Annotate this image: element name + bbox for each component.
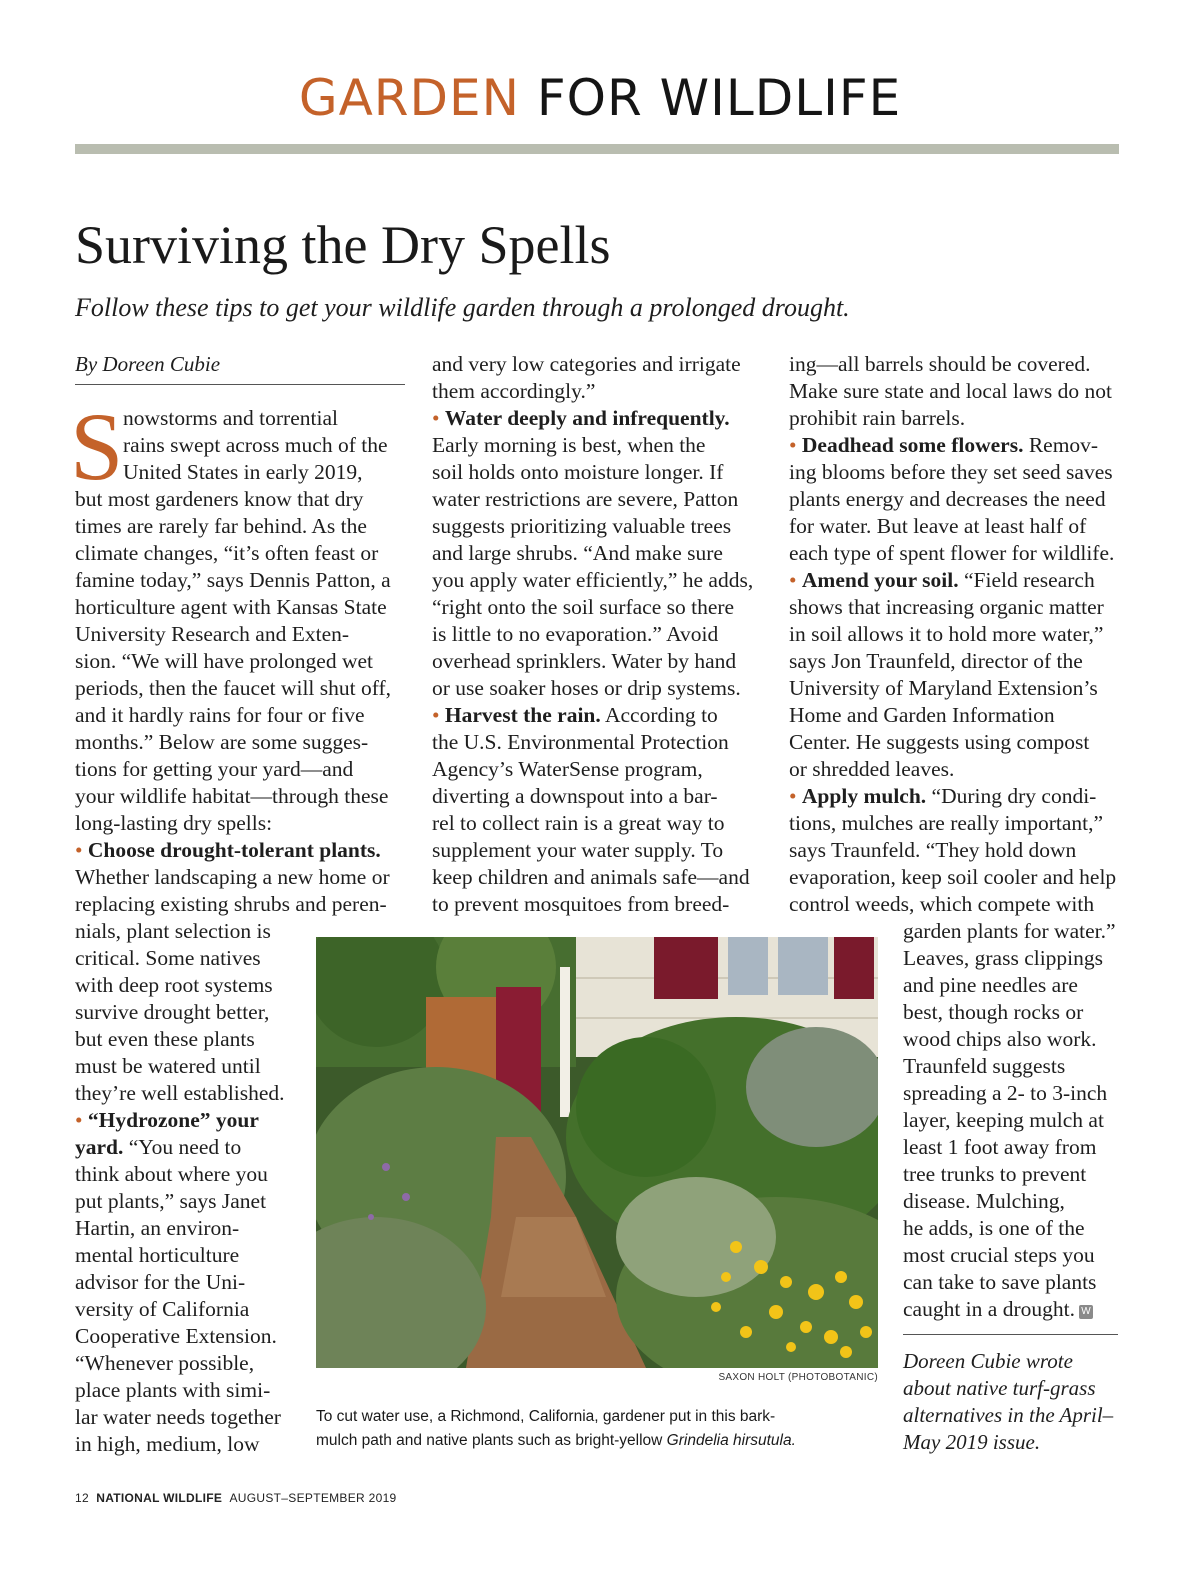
garden-photo (316, 937, 878, 1368)
photo-caption (316, 1405, 886, 1453)
text-line: them accordingly.” (432, 379, 596, 403)
bullet-icon: • (75, 1108, 83, 1132)
text-line: your wildlife habitat—through these (75, 784, 389, 808)
text-fragment: “You need to (128, 1135, 242, 1159)
text-line: least 1 foot away from (903, 1135, 1097, 1159)
column-1-dropcap-lines (123, 405, 388, 486)
text-line: mental horticulture (75, 1243, 240, 1267)
text-line: best, though rocks or (903, 1000, 1084, 1024)
text-fragment: Remov- (1028, 433, 1099, 457)
text-line: soil holds onto moisture longer. If (432, 460, 724, 484)
bullet-icon: • (75, 838, 83, 862)
text-line: climate changes, “it’s often feast or (75, 541, 379, 565)
end-mark-icon: W (1079, 1305, 1093, 1319)
author-bio (903, 1348, 1113, 1456)
text-line: and pine needles are (903, 973, 1078, 997)
tip-heading: “Hydrozone” your (87, 1108, 259, 1132)
text-line: tree trunks to prevent (903, 1162, 1087, 1186)
text-line: they’re well established. (75, 1081, 285, 1105)
text-line: garden plants for water.” (903, 919, 1116, 943)
text-line: for water. But leave at least half of (789, 514, 1087, 538)
caption-line (316, 1429, 886, 1453)
text-line: in soil allows it to hold more water,” (789, 622, 1104, 646)
text-line: Leaves, grass clippings (903, 946, 1104, 970)
text-line: wood chips also work. (903, 1027, 1097, 1051)
text-line-end (903, 1296, 1116, 1323)
text-line: University Research and Exten- (75, 622, 350, 646)
text-line: you apply water efficiently,” he adds, (432, 568, 754, 592)
text-line: the U.S. Environmental Protection (432, 730, 729, 754)
tip-heading-line (432, 405, 753, 432)
page-footer (75, 1491, 397, 1505)
text-line: place plants with simi- (75, 1378, 271, 1402)
text-line: “right onto the soil surface so there (432, 595, 735, 619)
text-line: months.” Below are some sugges- (75, 730, 369, 754)
garden-photo-image (316, 937, 878, 1368)
section-header-word-garden: GARDEN (298, 69, 521, 127)
text-line: tions, mulches are really important,” (789, 811, 1104, 835)
tip-heading: Water deeply and infrequently. (444, 406, 730, 430)
text-line: ing—all barrels should be covered. (789, 352, 1091, 376)
text-line: is little to no evaporation.” Avoid (432, 622, 719, 646)
text-line: and large shrubs. “And make sure (432, 541, 723, 565)
text-line: but most gardeners know that dry (75, 487, 364, 511)
text-line: ing blooms before they set seed saves (789, 460, 1113, 484)
text-line: each type of spent flower for wildlife. (789, 541, 1115, 565)
page-number: 12 (75, 1491, 89, 1505)
text-line: disease. Mulching, (903, 1189, 1065, 1213)
tip-heading: yard. (75, 1135, 124, 1159)
text-line: with deep root systems (75, 973, 273, 997)
text-line: versity of California (75, 1297, 250, 1321)
text-line: periods, then the faucet will shut off, (75, 676, 392, 700)
text-line: lar water needs together (75, 1405, 281, 1429)
text-line: Make sure state and local laws do not (789, 379, 1113, 403)
bullet-icon: • (789, 433, 797, 457)
header-rule (75, 144, 1119, 154)
tip-heading: Apply mulch. (801, 784, 927, 808)
article-title: Surviving the Dry Spells (75, 215, 611, 275)
byline-rule (75, 384, 405, 385)
text-line: diverting a downspout into a bar- (432, 784, 718, 808)
text-line: replacing existing shrubs and peren- (75, 892, 387, 916)
text-line: says Traunfeld. “They hold down (789, 838, 1077, 862)
section-header-word-for-wildlife: FOR WILDLIFE (536, 69, 902, 127)
tip-heading: Deadhead some flowers. (801, 433, 1024, 457)
text-line: can take to save plants (903, 1270, 1097, 1294)
text-line: University of Maryland Extension’s (789, 676, 1098, 700)
photo-credit: SAXON HOLT (PHOTOBOTANIC) (718, 1372, 878, 1383)
text-line: rains swept across much of the (123, 433, 388, 457)
text-line: must be watered until (75, 1054, 261, 1078)
text-line: nowstorms and torrential (123, 406, 338, 430)
text-line: advisor for the Uni- (75, 1270, 246, 1294)
tip-heading-line (789, 567, 1116, 594)
tip-heading-line (789, 432, 1116, 459)
text-line: critical. Some natives (75, 946, 261, 970)
text-line: United States in early 2019, (123, 460, 363, 484)
column-3-top (789, 351, 1116, 918)
text-line: or shredded leaves. (789, 757, 955, 781)
text-line: prohibit rain barrels. (789, 406, 966, 430)
text-line: control weeds, which compete with (789, 892, 1095, 916)
bio-line: Doreen Cubie wrote (903, 1349, 1073, 1373)
text-line: times are rarely far behind. As the (75, 514, 367, 538)
text-line: plants energy and decreases the need (789, 487, 1106, 511)
text-line: survive drought better, (75, 1000, 270, 1024)
text-line: Hartin, an environ- (75, 1216, 240, 1240)
tip-heading: Choose drought-tolerant plants. (87, 838, 381, 862)
issue-date: AUGUST–SEPTEMBER 2019 (229, 1491, 397, 1505)
text-line: spreading a 2- to 3-inch (903, 1081, 1108, 1105)
text-line: supplement your water supply. To (432, 838, 724, 862)
text-line: rel to collect rain is a great way to (432, 811, 725, 835)
tip-heading: Amend your soil. (801, 568, 959, 592)
text-fragment: According to (604, 703, 718, 727)
text-line: Whether landscaping a new home or (75, 865, 390, 889)
text-line: “Whenever possible, (75, 1351, 255, 1375)
bio-line: alternatives in the April– (903, 1403, 1114, 1427)
tip-heading-line (432, 702, 753, 729)
text-line: nials, plant selection is (75, 919, 271, 943)
text-line: overhead sprinklers. Water by hand (432, 649, 737, 673)
drop-cap: S (70, 393, 124, 500)
tip-heading: Harvest the rain. (444, 703, 601, 727)
article-dek: Follow these tips to get your wildlife garden through a prolonged drought. (75, 293, 850, 322)
text-fragment: caught in a drought. (903, 1297, 1075, 1321)
bullet-icon: • (432, 406, 440, 430)
text-line: to prevent mosquitoes from breed- (432, 892, 730, 916)
text-fragment: “Field research (963, 568, 1095, 592)
text-line: evaporation, keep soil cooler and help (789, 865, 1117, 889)
text-line: put plants,” says Janet (75, 1189, 267, 1213)
bullet-icon: • (789, 784, 797, 808)
end-rule (903, 1334, 1118, 1335)
text-line: sion. “We will have prolonged wet (75, 649, 373, 673)
text-line: layer, keeping mulch at (903, 1108, 1104, 1132)
text-line: in high, medium, low (75, 1432, 260, 1456)
text-line: Home and Garden Information (789, 703, 1055, 727)
text-line: and it hardly rains for four or five (75, 703, 365, 727)
column-2 (432, 351, 753, 918)
tip-heading-line (789, 783, 1116, 810)
text-line: Traunfeld suggests (903, 1054, 1066, 1078)
text-line: shows that increasing organic matter (789, 595, 1104, 619)
text-line: water restrictions are severe, Patton (432, 487, 739, 511)
text-line: long-lasting dry spells: (75, 811, 273, 835)
text-line: but even these plants (75, 1027, 255, 1051)
text-line: or use soaker hoses or drip systems. (432, 676, 741, 700)
text-line: he adds, is one of the (903, 1216, 1085, 1240)
text-line: suggests prioritizing valuable trees (432, 514, 732, 538)
tip-heading-line (75, 837, 391, 864)
text-line: Center. He suggests using compost (789, 730, 1090, 754)
text-line: most crucial steps you (903, 1243, 1095, 1267)
text-line: keep children and animals safe—and (432, 865, 750, 889)
text-line: and very low categories and irrigate (432, 352, 741, 376)
section-header (0, 68, 1200, 128)
text-line: Agency’s WaterSense program, (432, 757, 703, 781)
text-line: says Jon Traunfeld, director of the (789, 649, 1083, 673)
text-fragment: “During dry condi- (931, 784, 1097, 808)
bio-line: May 2019 issue. (903, 1430, 1041, 1454)
caption-line: To cut water use, a Richmond, California, gardener put in this bark- (316, 1408, 776, 1425)
text-line: think about where you (75, 1162, 268, 1186)
bullet-icon: • (789, 568, 797, 592)
bio-line: about native turf-grass (903, 1376, 1096, 1400)
column-3-bottom (903, 918, 1116, 1323)
text-line: Early morning is best, when the (432, 433, 706, 457)
text-line: Cooperative Extension. (75, 1324, 277, 1348)
magazine-name: NATIONAL WILDLIFE (96, 1491, 223, 1505)
text-line: horticulture agent with Kansas State (75, 595, 387, 619)
byline: By Doreen Cubie (75, 352, 221, 376)
caption-text: mulch path and native plants such as bright-yellow (316, 1432, 663, 1449)
text-line: tions for getting your yard—and (75, 757, 354, 781)
bullet-icon: • (432, 703, 440, 727)
text-line: famine today,” says Dennis Patton, a (75, 568, 391, 592)
caption-species: Grindelia hirsutula. (666, 1432, 796, 1449)
